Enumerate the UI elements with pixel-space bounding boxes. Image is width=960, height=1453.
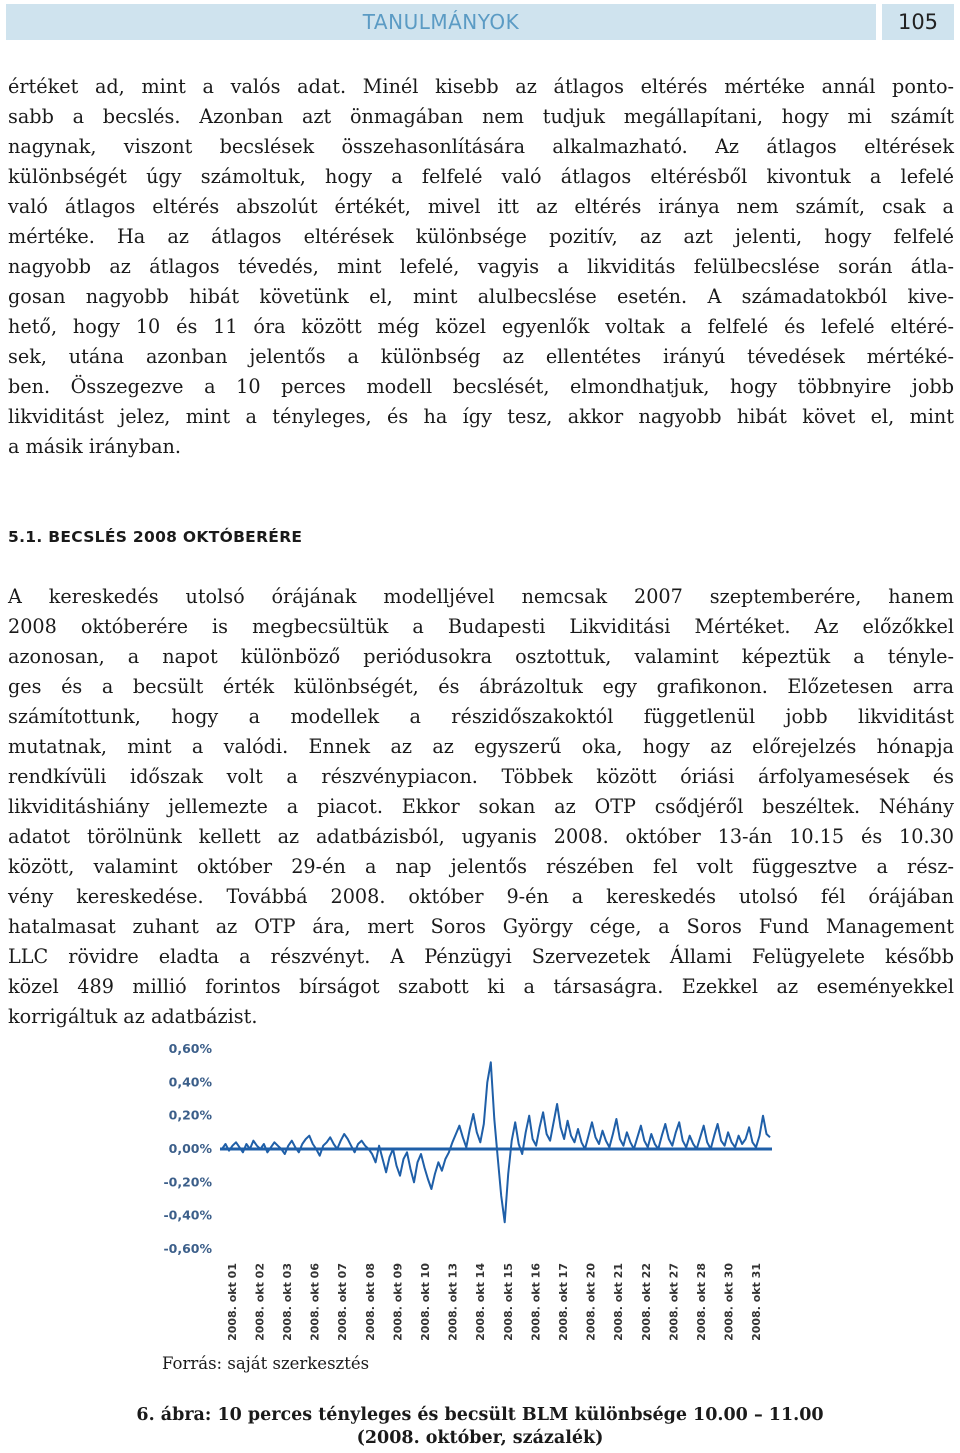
x-tick-label: 2008. okt 17 xyxy=(557,1263,570,1341)
paragraph-2 xyxy=(8,582,954,1032)
x-tick-label: 2008. okt 22 xyxy=(639,1263,653,1341)
text-line: likviditást jelez, mint a tényleges, és ha így tesz, akkor nagyobb hibát követ el, mint xyxy=(8,405,954,428)
running-header: TANULMÁNYOK xyxy=(362,10,520,34)
x-tick-label: 2008. okt 20 xyxy=(584,1263,598,1341)
y-tick-label: -0,40% xyxy=(163,1207,212,1223)
text-line: LLC rövidre eladta a részvényt. A Pénzügyi Szervezetek Állami Felügyelete később xyxy=(8,945,954,968)
text-line: mértéke. Ha az átlagos eltérések különbsége pozitív, az azt jelenti, hogy felfelé xyxy=(8,225,954,248)
paragraph-1 xyxy=(8,72,954,462)
text-line: hető, hogy 10 és 11 óra között még közel egyenlők voltak a felfelé és lefelé eltéré- xyxy=(8,315,954,338)
text-line: A kereskedés utolsó órájának modelljével nemcsak 2007 szeptemberére, hanem xyxy=(8,585,954,608)
line-chart xyxy=(158,1036,778,1346)
x-tick-label: 2008. okt 06 xyxy=(308,1263,322,1341)
x-tick-label: 2008. okt 03 xyxy=(281,1263,294,1341)
y-tick-label: 0,60% xyxy=(168,1041,212,1056)
text-line: vény kereskedése. Továbbá 2008. október 9-én a kereskedés utolsó fél órájában xyxy=(8,885,954,908)
text-line: korrigáltuk az adatbázist. xyxy=(8,1005,258,1028)
text-line: értéket ad, mint a valós adat. Minél kisebb az átlagos eltérés mértéke annál ponto- xyxy=(8,75,954,98)
x-tick-label: 2008. okt 16 xyxy=(529,1263,543,1341)
x-tick-label: 2008. okt 31 xyxy=(750,1263,764,1341)
figure-caption-line-2: (2008. október, százalék) xyxy=(356,1428,604,1448)
text-line: azonosan, a napot különböző periódusokra osztottuk, valamint képeztük a tényle- xyxy=(8,645,954,668)
text-line: számítottunk, hogy a modellek a részidőszakoktól függetlenül jobb likviditást xyxy=(8,705,954,728)
x-tick-label: 2008. okt 14 xyxy=(474,1263,488,1341)
section-heading: 5.1. BECSLÉS 2008 OKTÓBERÉRE xyxy=(8,528,303,546)
y-tick-label: -0,60% xyxy=(163,1241,212,1256)
page-number: 105 xyxy=(882,4,954,40)
y-tick-label: 0,40% xyxy=(168,1074,212,1090)
y-tick-label: -0,20% xyxy=(163,1174,212,1190)
text-line: rendkívüli időszak volt a részvénypiacon. Többek között óriási árfolyamesések és xyxy=(8,765,954,788)
text-line: nagynak, viszont becslések összehasonlítására alkalmazható. Az átlagos eltérések xyxy=(8,135,954,158)
x-tick-label: 2008. okt 01 xyxy=(225,1263,239,1341)
x-tick-label: 2008. okt 13 xyxy=(446,1263,460,1341)
text-line: 2008 októberére is megbecsültük a Budapesti Likviditási Mértéket. Az előzőkkel xyxy=(8,615,954,638)
text-line: gosan nagyobb hibát követünk el, mint alulbecslése esetén. A számadatokból kive- xyxy=(8,285,954,308)
text-line: nagyobb az átlagos tévedés, mint lefelé, vagyis a likviditás felülbecslése során átla- xyxy=(8,255,954,278)
text-line: különbségét úgy számoltuk, hogy a felfelé való átlagos eltérésből kivontuk a lefelé xyxy=(8,165,954,188)
text-line: sek, utána azonban jelentős a különbség az ellentétes irányú tévedések mértéké- xyxy=(8,345,954,368)
y-tick-label: 0,00% xyxy=(168,1141,212,1156)
text-line: közel 489 millió forintos bírságot szabott ki a társaságra. Ezekkel az eseményekkel xyxy=(8,975,954,998)
x-tick-label: 2008. okt 30 xyxy=(722,1263,736,1341)
text-line: között, valamint október 29-én a nap jelentős részében fel volt függesztve a rész- xyxy=(8,855,954,878)
text-line: mutatnak, mint a valódi. Ennek az az egyszerű oka, hogy az előrejelzés hónapja xyxy=(8,735,954,758)
x-tick-label: 2008. okt 21 xyxy=(612,1263,626,1341)
x-tick-label: 2008. okt 15 xyxy=(501,1263,515,1341)
text-line: ben. Összegezve a 10 perces modell becslését, elmondhatjuk, hogy többnyire jobb xyxy=(8,375,954,398)
text-line: hatalmasat zuhant az OTP ára, mert Soros György cége, a Soros Fund Management xyxy=(8,915,954,938)
text-line: ges és a becsült érték különbségét, és ábrázoltuk egy grafikonon. Előzetesen arra xyxy=(8,675,954,698)
y-tick-label: 0,20% xyxy=(168,1107,212,1123)
text-line: likviditáshiány jellemezte a piacot. Ekkor sokan az OTP csődjéről beszéltek. Néhány xyxy=(8,795,954,818)
x-tick-label: 2008. okt 07 xyxy=(336,1263,350,1341)
x-tick-label: 2008. okt 02 xyxy=(253,1263,267,1341)
text-line: való átlagos eltérés abszolút értékét, mivel itt az eltérés iránya nem számít, csak a xyxy=(8,195,954,218)
text-line: sabb a becslés. Azonban azt önmagában nem tudjuk megállapítani, hogy mi számít xyxy=(8,105,954,128)
text-line: adatot törölnünk kellett az adatbázisból, ugyanis 2008. október 13-án 10.15 és 10.30 xyxy=(8,825,954,848)
figure-caption-line-1: 6. ábra: 10 perces tényleges és becsült BLM különbsége 10.00 – 11.00 xyxy=(136,1405,824,1425)
series-line xyxy=(222,1062,770,1222)
x-tick-label: 2008. okt 27 xyxy=(667,1263,681,1341)
x-tick-label: 2008. okt 09 xyxy=(391,1263,405,1341)
x-tick-label: 2008. okt 08 xyxy=(363,1263,377,1341)
text-line: a másik irányban. xyxy=(8,435,182,458)
x-tick-label: 2008. okt 10 xyxy=(419,1263,432,1341)
x-tick-label: 2008. okt 28 xyxy=(695,1263,708,1341)
figure-source: Forrás: saját szerkesztés xyxy=(162,1354,370,1373)
